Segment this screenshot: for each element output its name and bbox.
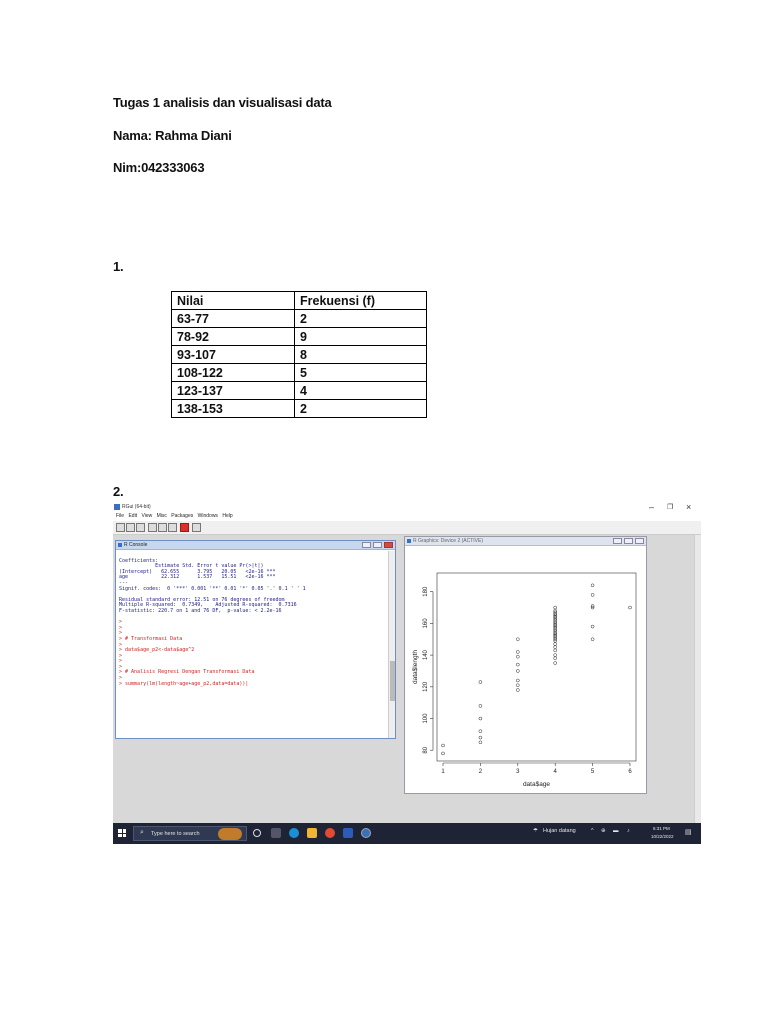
graphics-icon bbox=[407, 539, 411, 543]
menu-bar bbox=[113, 513, 701, 521]
tray-chevron-icon[interactable]: ^ bbox=[591, 828, 594, 834]
paste-icon[interactable] bbox=[158, 523, 167, 532]
tray-volume-icon[interactable]: ♪ bbox=[627, 828, 630, 834]
console-line: Residual standard error: 12.51 on 76 degrees of freedom bbox=[119, 596, 285, 603]
y-tick-label: 180 bbox=[423, 586, 429, 597]
data-point bbox=[516, 638, 519, 641]
widgets-icon[interactable] bbox=[271, 828, 281, 838]
menu-packages[interactable]: Packages bbox=[171, 513, 194, 519]
load-workspace-icon[interactable] bbox=[126, 523, 135, 532]
data-point bbox=[554, 654, 557, 657]
console-line: > bbox=[119, 663, 123, 670]
stop-icon[interactable] bbox=[180, 523, 189, 532]
frequency-table bbox=[171, 291, 427, 418]
y-tick-label: 160 bbox=[423, 618, 429, 629]
chrome-icon[interactable] bbox=[325, 828, 335, 838]
menu-windows[interactable]: Windows bbox=[197, 513, 218, 519]
data-point bbox=[591, 593, 594, 596]
header-nilai: Nilai bbox=[172, 292, 295, 310]
menu-misc[interactable]: Misc bbox=[156, 513, 167, 519]
close-button[interactable]: × bbox=[686, 502, 692, 512]
menu-help[interactable]: Help bbox=[222, 513, 233, 519]
console-line: F-statistic: 220.7 on 1 and 76 DF, p-value: < 2.2e-16 bbox=[119, 607, 282, 614]
app-title: RGui (64-bit) bbox=[122, 504, 151, 510]
y-tick-label: 100 bbox=[423, 713, 429, 724]
console-line: > bbox=[119, 630, 123, 637]
data-point bbox=[516, 669, 519, 672]
data-point bbox=[554, 646, 557, 649]
question-1-label: 1. bbox=[113, 259, 124, 274]
data-point bbox=[554, 606, 557, 609]
graphics-title: R Graphics: Device 2 (ACTIVE) bbox=[413, 538, 484, 544]
table-row bbox=[172, 346, 427, 364]
table-cell: 4 bbox=[295, 382, 427, 400]
y-tick-label: 120 bbox=[423, 681, 429, 692]
data-point bbox=[516, 679, 519, 682]
console-line: age 22.312 1.537 15.51 <2e-16 *** bbox=[119, 574, 276, 581]
edge-icon[interactable] bbox=[289, 828, 299, 838]
graphics-maximize-button[interactable] bbox=[624, 538, 633, 544]
search-highlight-icon bbox=[218, 828, 242, 840]
menu-view[interactable]: View bbox=[141, 513, 153, 519]
console-line: > data$age_p2<-data$age^2 bbox=[119, 647, 195, 654]
data-point bbox=[479, 741, 482, 744]
app-titlebar bbox=[113, 502, 701, 513]
x-tick-label: 5 bbox=[590, 769, 595, 775]
data-point bbox=[516, 663, 519, 666]
console-icon bbox=[118, 543, 122, 547]
y-tick-label: 140 bbox=[423, 650, 429, 661]
windows-start-icon[interactable] bbox=[118, 829, 126, 837]
console-output[interactable] bbox=[119, 553, 385, 728]
console-line: > bbox=[119, 675, 123, 682]
mdi-workspace bbox=[113, 535, 694, 823]
weather-text: Hujan datang bbox=[543, 828, 576, 834]
table-row bbox=[172, 328, 427, 346]
data-point bbox=[554, 643, 557, 646]
file-explorer-icon[interactable] bbox=[307, 828, 317, 838]
table-cell: 2 bbox=[295, 310, 427, 328]
minimize-button[interactable]: – bbox=[649, 502, 655, 512]
console-line: > # Analisis Regresi Dengan Transformasi Data bbox=[119, 669, 255, 676]
data-point bbox=[554, 657, 557, 660]
data-point bbox=[591, 625, 594, 628]
console-minimize-button[interactable] bbox=[362, 542, 371, 548]
table-cell: 5 bbox=[295, 364, 427, 382]
data-point bbox=[629, 606, 632, 609]
table-cell: 78-92 bbox=[172, 328, 295, 346]
console-title: R Console bbox=[124, 542, 148, 548]
data-point bbox=[516, 650, 519, 653]
x-tick-label: 3 bbox=[516, 769, 520, 775]
document-title: Tugas 1 analisis dan visualisasi data bbox=[113, 95, 332, 110]
graphics-minimize-button[interactable] bbox=[613, 538, 622, 544]
open-script-icon[interactable] bbox=[116, 523, 125, 532]
console-line: Multiple R-squared: 0.7349, Adjusted R-squared: 0.7316 bbox=[119, 602, 297, 609]
r-graphics-window[interactable] bbox=[404, 536, 647, 794]
data-point bbox=[591, 584, 594, 587]
maximize-button[interactable]: ❐ bbox=[667, 504, 674, 511]
console-line: Estimate Std. Error t value Pr(>|t|) bbox=[119, 563, 264, 570]
table-row bbox=[172, 382, 427, 400]
question-2-label: 2. bbox=[113, 484, 124, 499]
console-maximize-button[interactable] bbox=[373, 542, 382, 548]
console-line: > bbox=[119, 619, 123, 626]
table-header-row bbox=[172, 292, 427, 310]
plot-frame bbox=[437, 573, 636, 761]
y-tick-label: 80 bbox=[423, 746, 429, 754]
data-point bbox=[479, 681, 482, 684]
data-point bbox=[442, 744, 445, 747]
data-point bbox=[554, 662, 557, 665]
data-point bbox=[516, 684, 519, 687]
tray-network-icon[interactable]: ⊕ bbox=[601, 828, 606, 834]
r-app-icon bbox=[114, 504, 120, 510]
table-cell: 63-77 bbox=[172, 310, 295, 328]
data-point bbox=[479, 704, 482, 707]
task-view-icon[interactable] bbox=[253, 829, 261, 837]
student-nim: Nim:042333063 bbox=[113, 160, 205, 175]
x-axis-label: data$age bbox=[522, 781, 551, 788]
search-placeholder: Type here to search bbox=[151, 831, 200, 837]
table-cell: 2 bbox=[295, 400, 427, 418]
x-tick-label: 2 bbox=[478, 769, 483, 775]
table-row bbox=[172, 364, 427, 382]
console-line: > bbox=[119, 658, 123, 665]
clock-date[interactable]: 10/22/2022 bbox=[651, 834, 674, 839]
console-scrollbar[interactable] bbox=[388, 551, 395, 738]
table-row bbox=[172, 310, 427, 328]
console-line: --- bbox=[119, 579, 129, 586]
data-point bbox=[516, 655, 519, 658]
data-point bbox=[479, 730, 482, 733]
student-name: Nama: Rahma Diani bbox=[113, 128, 232, 143]
scatter-plot bbox=[405, 547, 646, 794]
console-line: > # Transformasi Data bbox=[119, 635, 183, 642]
main-vertical-scrollbar[interactable] bbox=[694, 535, 701, 823]
console-line: Signif. codes: 0 '***' 0.001 '**' 0.01 '*' 0.05 '.' 0.1 ' ' 1 bbox=[119, 585, 306, 592]
console-line: (Intercept) 62.655 3.795 20.05 <2e-16 *** bbox=[119, 568, 276, 575]
graphics-close-button[interactable] bbox=[635, 538, 644, 544]
table-cell: 93-107 bbox=[172, 346, 295, 364]
x-tick-label: 4 bbox=[553, 769, 557, 775]
console-line: > bbox=[119, 652, 123, 659]
console-close-button[interactable] bbox=[384, 542, 393, 548]
table-row bbox=[172, 400, 427, 418]
weather-icon: ☂ bbox=[533, 828, 538, 834]
console-titlebar bbox=[116, 541, 395, 550]
data-point bbox=[479, 717, 482, 720]
data-point bbox=[442, 752, 445, 755]
menu-edit[interactable]: Edit bbox=[128, 513, 138, 519]
x-tick-label: 1 bbox=[441, 769, 445, 775]
header-frekuensi: Frekuensi (f) bbox=[295, 292, 427, 310]
clock-time[interactable]: 6:31 PM bbox=[653, 826, 670, 831]
r-taskbar-icon[interactable] bbox=[361, 828, 371, 838]
data-point bbox=[479, 736, 482, 739]
copy-icon[interactable] bbox=[148, 523, 157, 532]
console-line: Coefficients: bbox=[119, 557, 159, 564]
table-cell: 138-153 bbox=[172, 400, 295, 418]
print-icon[interactable] bbox=[192, 523, 201, 532]
x-tick-label: 6 bbox=[628, 769, 632, 775]
console-line: > summary(lm(length~age+age_p2,data=data))| bbox=[119, 680, 249, 687]
save-icon[interactable] bbox=[136, 523, 145, 532]
console-line: > bbox=[119, 641, 123, 648]
table-cell: 108-122 bbox=[172, 364, 295, 382]
notifications-icon[interactable]: ▤ bbox=[685, 829, 692, 836]
menu-file[interactable]: File bbox=[116, 513, 125, 519]
data-point bbox=[516, 688, 519, 691]
copy-paste-icon[interactable] bbox=[168, 523, 177, 532]
word-icon[interactable] bbox=[343, 828, 353, 838]
data-point bbox=[591, 638, 594, 641]
toolbar bbox=[113, 521, 701, 535]
table-cell: 8 bbox=[295, 346, 427, 364]
data-point bbox=[554, 649, 557, 652]
taskbar-search-box[interactable] bbox=[133, 826, 247, 841]
search-icon: ⌕ bbox=[140, 829, 144, 836]
table-cell: 123-137 bbox=[172, 382, 295, 400]
rgui-screenshot bbox=[113, 502, 701, 844]
y-axis-label: data$length bbox=[412, 650, 419, 684]
console-line: > bbox=[119, 624, 123, 631]
graphics-titlebar bbox=[405, 537, 646, 546]
tray-battery-icon[interactable]: ▬ bbox=[613, 828, 619, 834]
windows-taskbar bbox=[113, 823, 701, 844]
table-cell: 9 bbox=[295, 328, 427, 346]
r-console-window[interactable] bbox=[115, 540, 396, 739]
